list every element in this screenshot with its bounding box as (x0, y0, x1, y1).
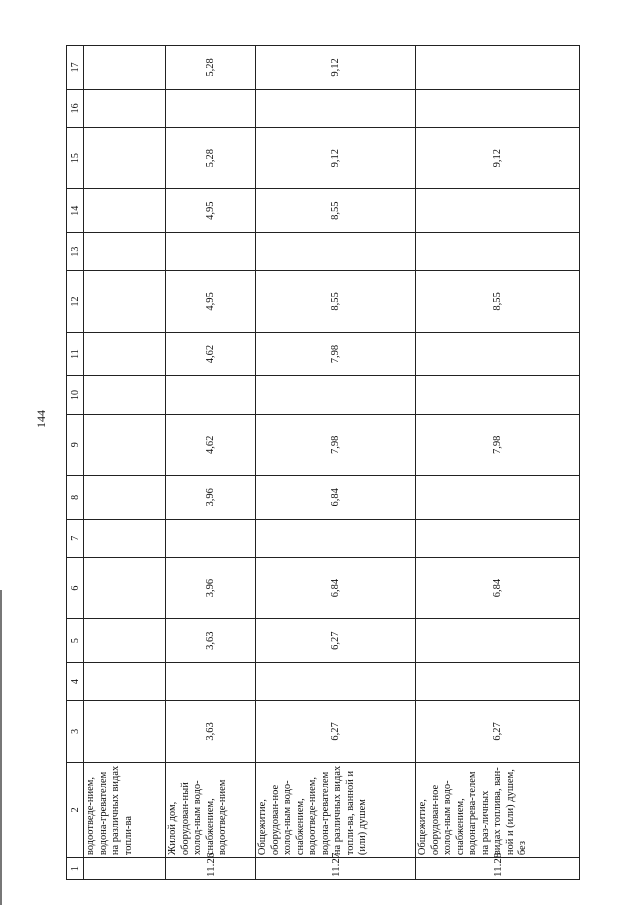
col-header: 11 (67, 332, 84, 376)
table-cell: 6,84 (416, 557, 580, 618)
table-cell (84, 332, 166, 376)
table-cell: 5,28 (166, 46, 256, 90)
row-id: 11.27 (256, 858, 416, 880)
col-header: 16 (67, 89, 84, 127)
rotated-table-wrapper (66, 45, 576, 880)
table-cell: 8,55 (416, 271, 580, 332)
table-cell (416, 519, 580, 557)
table-cell (256, 233, 416, 271)
table-cell (166, 662, 256, 700)
table-cell: 7,98 (416, 414, 580, 475)
table-cell (84, 233, 166, 271)
table-cell (84, 619, 166, 663)
col-header: 6 (67, 557, 84, 618)
table-cell (84, 376, 166, 414)
table-row (416, 46, 580, 880)
table-row (166, 46, 256, 880)
row-description: Общежитие, оборудован-ное холод-ным водо-снабжением, водонагрева-телем на раз-личных видах топлива, ван-ной и (или) душем, без (416, 762, 580, 858)
table-cell (416, 189, 580, 233)
row-id: 11.28 (416, 858, 580, 880)
table-cell: 9,12 (416, 127, 580, 188)
col-header: 9 (67, 414, 84, 475)
table-cell (84, 271, 166, 332)
table-cell (416, 46, 580, 90)
table-row (256, 46, 416, 880)
col-header: 3 (67, 701, 84, 762)
table-cell (84, 46, 166, 90)
table-cell (84, 701, 166, 762)
table-cell (166, 233, 256, 271)
row-description: Жилой дом, оборудован-ный холод-ным водо-снабжением, водоотведе-нием (166, 762, 256, 858)
table-row (84, 46, 166, 880)
scan-edge (0, 590, 2, 905)
header-row (67, 46, 84, 880)
table-cell: 4,95 (166, 271, 256, 332)
table-cell (256, 376, 416, 414)
row-id: 11.26 (166, 858, 256, 880)
table-cell (84, 127, 166, 188)
table-cell: 7,98 (256, 332, 416, 376)
table-cell: 9,12 (256, 46, 416, 90)
table-cell (84, 414, 166, 475)
table-cell: 4,62 (166, 332, 256, 376)
col-header: 4 (67, 662, 84, 700)
tariff-table (66, 45, 580, 880)
table-cell (166, 376, 256, 414)
row-description: Общежитие, оборудован-ное холод-ным водо-снабжением, водоотведе-нием, водона-гревателем на различных видах топли-ва, ванной и (или) душем (256, 762, 416, 858)
table-cell (416, 662, 580, 700)
col-header: 10 (67, 376, 84, 414)
table-cell: 5,28 (166, 127, 256, 188)
table-cell (416, 619, 580, 663)
page-number: 144 (34, 410, 48, 428)
table-cell (416, 89, 580, 127)
table-cell (84, 662, 166, 700)
col-header: 5 (67, 619, 84, 663)
table-cell (416, 476, 580, 520)
col-header: 12 (67, 271, 84, 332)
row-description: водоотведе-нием, водона-гревателем на различных видах топли-ва (84, 762, 166, 858)
table-cell: 6,84 (256, 476, 416, 520)
table-cell: 6,27 (416, 701, 580, 762)
col-header: 8 (67, 476, 84, 520)
table-cell: 3,63 (166, 701, 256, 762)
table-cell (256, 519, 416, 557)
table-cell (166, 519, 256, 557)
table-cell: 3,96 (166, 476, 256, 520)
table-cell (256, 662, 416, 700)
col-header: 17 (67, 46, 84, 90)
table-cell (84, 519, 166, 557)
row-id (84, 858, 166, 880)
table-cell: 9,12 (256, 127, 416, 188)
table-cell (166, 89, 256, 127)
table-cell: 8,55 (256, 189, 416, 233)
table-cell (84, 557, 166, 618)
table-cell: 8,55 (256, 271, 416, 332)
col-header: 13 (67, 233, 84, 271)
col-header: 2 (67, 762, 84, 858)
table-cell (416, 332, 580, 376)
table-cell: 6,84 (256, 557, 416, 618)
table-cell: 6,27 (256, 619, 416, 663)
table-cell (84, 189, 166, 233)
table-cell (416, 233, 580, 271)
table-cell (256, 89, 416, 127)
table-cell: 4,62 (166, 414, 256, 475)
table-cell: 4,95 (166, 189, 256, 233)
table-cell: 3,96 (166, 557, 256, 618)
col-header: 7 (67, 519, 84, 557)
table-cell: 7,98 (256, 414, 416, 475)
col-header: 1 (67, 858, 84, 880)
col-header: 15 (67, 127, 84, 188)
table-cell (84, 89, 166, 127)
table-cell (416, 376, 580, 414)
table-cell (84, 476, 166, 520)
col-header: 14 (67, 189, 84, 233)
table-cell: 6,27 (256, 701, 416, 762)
table-cell: 3,63 (166, 619, 256, 663)
